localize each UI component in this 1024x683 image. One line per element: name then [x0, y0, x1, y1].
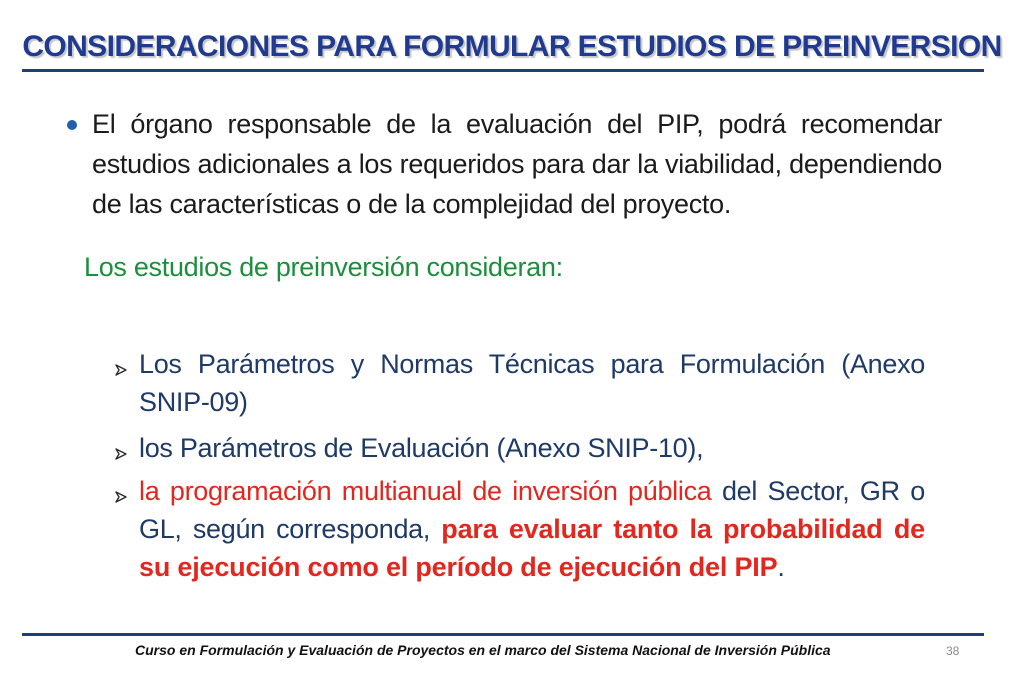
item-normal-text: del Sector, GR o GL, según corresponda,	[139, 476, 925, 544]
list-item-1: Los Parámetros y Normas Técnicas para Formulación (Anexo SNIP-09)	[139, 349, 925, 417]
arrowhead-bullet-icon	[114, 447, 128, 461]
highlight-bold-red-text: para evaluar tanto la probabilidad de su ejecución como el período de ejecución del PIP	[139, 514, 925, 582]
arrowhead-bullet-icon	[114, 490, 128, 504]
slide-title: CONSIDERACIONES PARA FORMULAR ESTUDIOS DE PREINVERSION	[22, 30, 1002, 63]
arrowhead-bullet-icon	[114, 363, 128, 377]
title-divider	[22, 69, 984, 72]
list-item-3	[139, 472, 925, 586]
footer-divider	[22, 633, 984, 636]
bullet-paragraph: El órgano responsable de la evaluación del PIP, podrá recomendar estudios adicionales a los requeridos para dar la viabilidad, dependiendo de las características o de la complejidad del proyecto.	[92, 109, 942, 219]
item-end-text: .	[777, 552, 785, 582]
list-item-2: los Parámetros de Evaluación (Anexo SNIP-10),	[139, 433, 704, 463]
round-bullet-icon	[67, 120, 77, 130]
page-number: 38	[946, 644, 960, 658]
subheading: Los estudios de preinversión consideran:	[84, 252, 563, 282]
highlight-red-text: la programación multianual de inversión pública	[139, 476, 712, 506]
footer-text: Curso en Formulación y Evaluación de Proyectos en el marco del Sistema Nacional de Inversión Pública	[135, 642, 831, 658]
